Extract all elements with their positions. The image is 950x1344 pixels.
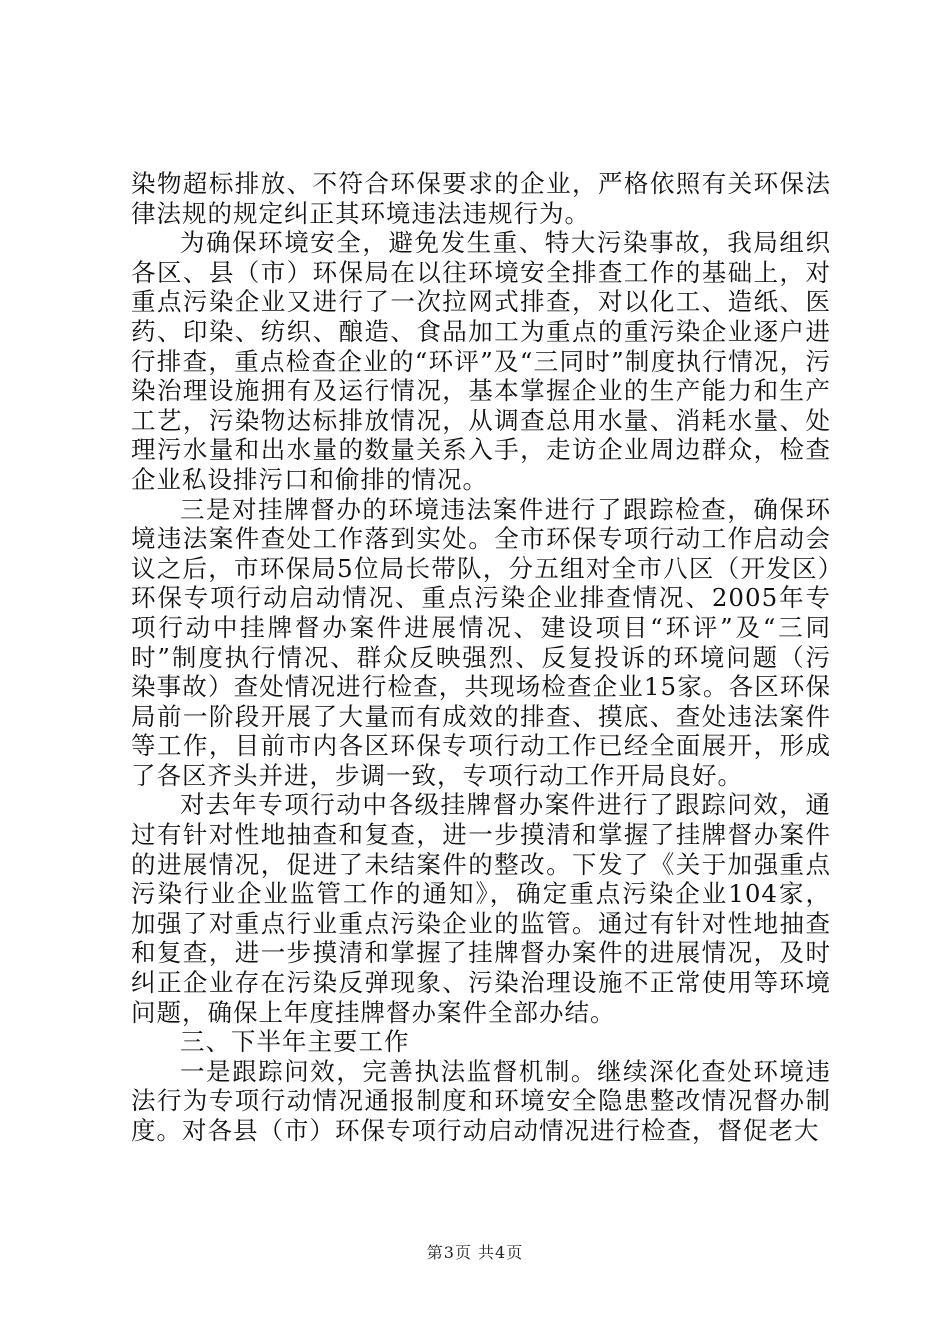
paragraph-environment-safety: 为确保环境安全，避免发生重、特大污染事故，我局组织各区、县（市）环保局在以往环境安全排查工作的基础上，对重点污染企业又进行了一次拉网式排查，对以化工、造纸、医药、印染、纺织、酿造、食品加工为重点的重污染企业逐户进行排查，重点检查企业的“环评”及“三同时”制度执行情况，污染治理设施拥有及运行情况，基本掌握企业的生产能力和生产工艺，污染物达标排放情况，从调查总用水量、消耗水量、处理污水量和出水量的数量关系入手，走访企业周边群众，检查企业私设排污口和偷排的情况。 bbox=[131, 228, 831, 494]
paragraph-continuation: 染物超标排放、不符合环保要求的企业，严格依照有关环保法律法规的规定纠正其环境违法违规行为。 bbox=[131, 169, 831, 228]
paragraph-next-half-year: 一是跟踪问效，完善执法监督机制。继续深化查处环境违法行为专项行动情况通报制度和环境安全隐患整改情况督办制度。对各县（市）环保专项行动启动情况进行检查，督促老大 bbox=[131, 1056, 831, 1145]
page-number-footer: 第3页 共4页 bbox=[426, 1243, 524, 1262]
document-body bbox=[131, 169, 831, 1146]
paragraph-follow-up: 对去年专项行动中各级挂牌督办案件进行了跟踪问效，通过有针对性地抽查和复查，进一步摸清和掌握了挂牌督办案件的进展情况，促进了未结案件的整改。下发了《关于加强重点污染行业企业监管工作的通知》，确定重点污染企业104家，加强了对重点行业重点污染企业的监管。通过有针对性地抽查和复查，进一步摸清和掌握了挂牌督办案件的进展情况，及时纠正企业存在污染反弹现象、污染治理设施不正常使用等环境问题，确保上年度挂牌督办案件全部办结。 bbox=[131, 790, 831, 1027]
paragraph-case-tracking: 三是对挂牌督办的环境违法案件进行了跟踪检查，确保环境违法案件查处工作落到实处。全市环保专项行动工作启动会议之后，市环保局5位局长带队，分五组对全市八区（开发区）环保专项行动启动情况、重点污染企业排查情况、2005年专项行动中挂牌督办案件进展情况、建设项目“环评”及“三同时”制度执行情况、群众反映强烈、反复投诉的环境问题（污染事故）查处情况进行检查，共现场检查企业15家。各区环保局前一阶段开展了大量而有成效的排查、摸底、查处违法案件等工作，目前市内各区环保专项行动工作已经全面展开，形成了各区齐头并进，步调一致，专项行动工作开局良好。 bbox=[131, 494, 831, 790]
section-heading: 三、下半年主要工作 bbox=[180, 1027, 410, 1057]
